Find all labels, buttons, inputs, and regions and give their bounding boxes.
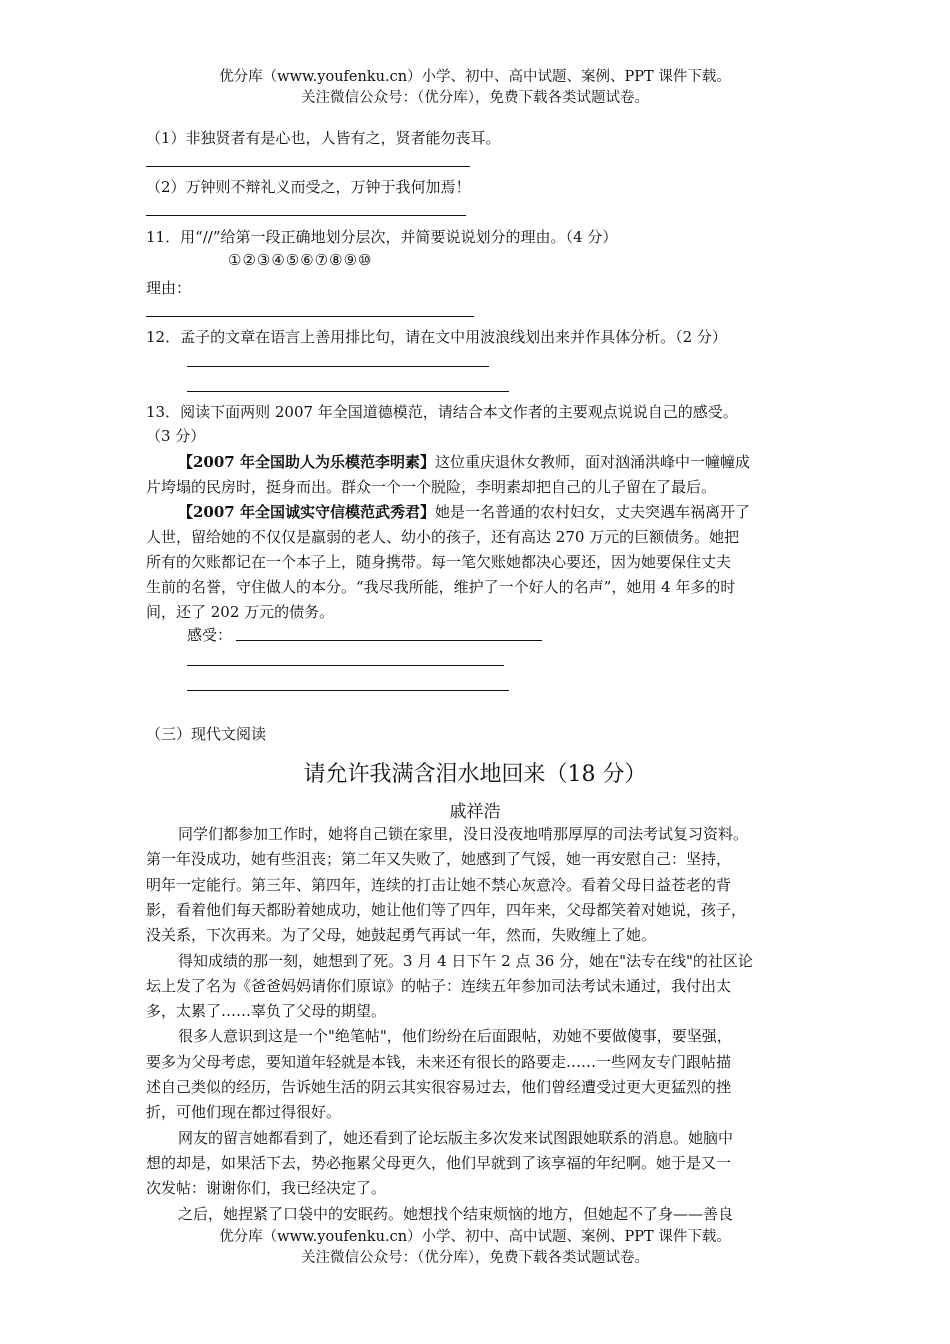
article-line: 坛上发了名为《爸爸妈妈请你们原谅》的帖子：连续五年参加司法考试未通过，我付出太 [146,977,732,995]
article-line: 要多为父母考虑，要知道年轻就是本钱，未来还有很长的路要走……一些网友专门跟帖描 [146,1053,732,1071]
article-line: 想的却是，如果活下去，势必拖累父母更久，他们早就到了该享福的年纪啊。她于是又一 [146,1154,732,1172]
sentence-markers: ①②③④⑤⑥⑦⑧⑨⑩ [228,251,373,269]
article-line: 得知成绩的那一刻，她想到了死。3 月 4 日下午 2 点 36 分，她在"法专在线"的社区论 [178,952,753,970]
feeling-label: 感受： [187,626,233,644]
case-2-line-2: 人世，留给她的不仅仅是羸弱的老人、幼小的孩子，还有高达 270 万元的巨额债务。她把 [146,528,740,546]
case-1-line-2: 片垮塌的民房时，挺身而出。群众一个一个脱险，李明素却把自己的儿子留在了最后。 [146,478,717,496]
answer-line [187,665,504,666]
answer-line [187,690,509,691]
translation-item-2: （2）万钟则不辩礼义而受之，万钟于我何加焉！ [146,178,471,196]
case-1-line-1: 【2007 年全国助人为乐模范李明素】这位重庆退休女教师，面对汹涌洪峰中一幢幢成 [178,453,750,471]
question-11: 11．用“//”给第一段正确地划分层次，并简要说说划分的理由。（4 分） [146,228,618,246]
case-1-title: 【2007 年全国助人为乐模范李明素】 [178,453,435,471]
answer-line [187,391,509,392]
article-line: 第一年没成功，她有些沮丧；第二年又失败了，她感到了气馁，她一再安慰自己：坚持， [146,850,732,868]
translation-item-1: （1）非独贤者有是心也，人皆有之，贤者能勿丧耳。 [146,129,501,147]
article-line: 同学们都参加工作时，她将自己锁在家里，没日没夜地啃那厚厚的司法考试复习资料。 [178,825,749,843]
reason-label: 理由： [146,279,192,297]
question-13-points: （3 分） [146,427,206,445]
answer-line [187,366,489,367]
header-line-2: 关注微信公众号：（优分库），免费下载各类试题试卷。 [301,90,649,106]
article-author: 戚祥浩 [449,802,501,822]
article-line: 之后，她捏紧了口袋中的安眠药。她想找个结束烦恼的地方，但她起不了身——善良 [178,1205,734,1223]
header-line-1: 优分库（www.youfenku.cn）小学、初中、高中试题、案例、PPT 课件下载。 [219,69,731,85]
article-line: 影，看着他们每天都盼着她成功，她让他们等了四年，四年来，父母都笑着对她说，孩子， [146,901,747,919]
case-2-line-4: 生前的名誉，守住做人的本分。“我尽我所能，维护了一个好人的名声”，她用 4 年多的时 [146,578,736,596]
case-2-title: 【2007 年全国诚实守信模范武秀君】 [178,503,435,521]
article-line: 没关系，下次再来。为了父母，她鼓起勇气再试一年，然而，失败缠上了她。 [146,926,657,944]
article-line: 多，太累了……辜负了父母的期望。 [146,1002,387,1020]
article-line: 折，可他们现在都过得很好。 [146,1103,342,1121]
section-heading: （三）现代文阅读 [146,725,267,743]
answer-line [146,316,474,317]
footer-line-1: 优分库（www.youfenku.cn）小学、初中、高中试题、案例、PPT 课件下载。 [219,1229,731,1245]
article-line: 次发帖：谢谢你们，我已经决定了。 [146,1179,387,1197]
article-line: 明年一定能行。第三年、第四年，连续的打击让她不禁心灰意冷。看着父母日益苍老的背 [146,876,732,894]
article-title: 请允许我满含泪水地回来（18 分） [303,762,647,787]
answer-line [146,166,470,167]
case-2-line-3: 所有的欠账都记在一个本子上，随身携带。每一笔欠账她都决心要还，因为她要保住丈夫 [146,553,732,571]
footer-line-2: 关注微信公众号：（优分库），免费下载各类试题试卷。 [301,1250,649,1266]
article-line: 很多人意识到这是一个"绝笔帖"，他们纷纷在后面跟帖，劝她不要做傻事，要坚强， [178,1027,732,1045]
article-line: 网友的留言她都看到了，她还看到了论坛版主多次发来试图跟她联系的消息。她脑中 [178,1129,734,1147]
answer-line [236,640,542,641]
case-2-line-1: 【2007 年全国诚实守信模范武秀君】她是一名普通的农村妇女，丈夫突遇车祸离开了 [178,503,750,521]
question-12: 12．孟子的文章在语言上善用排比句，请在文中用波浪线划出来并作具体分析。（2 分） [146,328,727,346]
case-2-line-5: 间，还了 202 万元的债务。 [146,603,335,621]
answer-line [146,215,466,216]
question-13: 13．阅读下面两则 2007 年全国道德模范，请结合本文作者的主要观点说说自己的感受。 [146,403,738,421]
article-line: 述自己类似的经历，告诉她生活的阴云其实很容易过去，他们曾经遭受过更大更猛烈的挫 [146,1078,732,1096]
